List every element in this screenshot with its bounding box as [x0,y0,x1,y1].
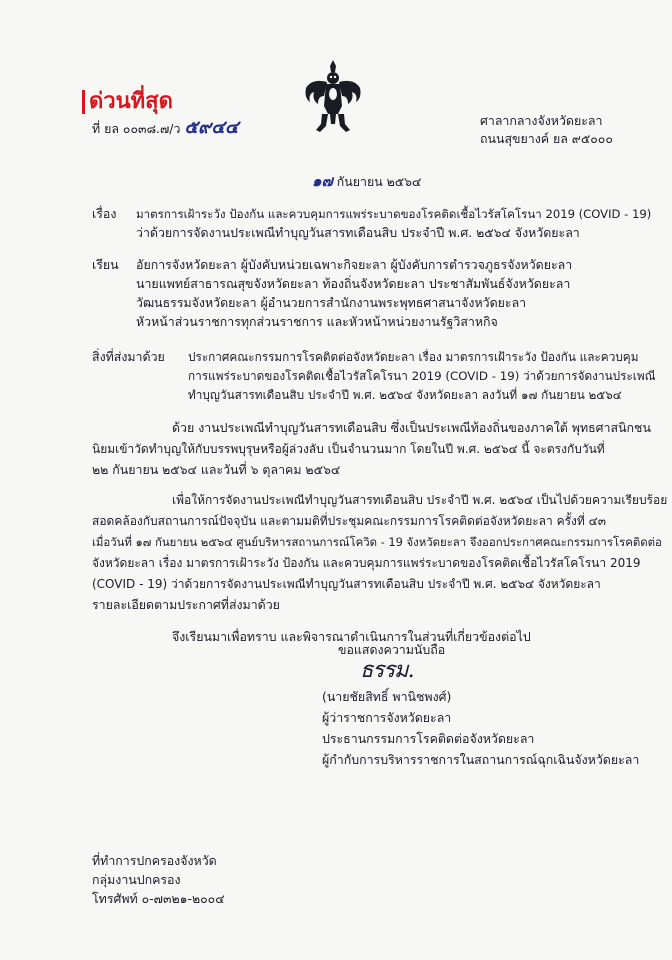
subject-line-1: มาตรการเฝ้าระวัง ป้องกัน และควบคุมการแพร่ระบาดของโรคติดเชื้อไวรัสโคโรนา 2019 (COVID - 19) [136,207,652,221]
signer-title-1: ผู้ว่าราชการจังหวัดยะลา [322,710,452,725]
signature: ธรรม. [360,658,414,683]
urgent-stamp: ด่วนที่สุด [82,90,173,114]
footer-division: กลุ่มงานปกครอง [92,872,181,887]
closing-regards: ขอแสดงความนับถือ [338,642,446,657]
body-paragraph-1-line: ด้วย งานประเพณีทำบุญวันสารทเดือนสิบ ซึ่งเป็นประเพณีท้องถิ่นของภาคใต้ พุทธศาสนิกชน [172,420,651,435]
body-paragraph-2-line: สอดคล้องกับสถานการณ์ปัจจุบัน และตามมติที่ประชุมคณะกรรมการโรคติดต่อจังหวัดยะลา ครั้งที่ ๔๓ [92,514,606,528]
subject-label: เรื่อง [92,206,117,221]
sender-address-line-1: ศาลากลางจังหวัดยะลา [480,113,603,128]
document-number [92,117,239,138]
footer-office: ที่ทำการปกครองจังหวัด [92,853,217,868]
signer-title-3: ผู้กำกับการบริหารราชการในสถานการณ์ฉุกเฉินจังหวัดยะลา [322,752,640,767]
enclosure-label: สิ่งที่ส่งมาด้วย [92,349,165,364]
body-paragraph-2-line: รายละเอียดตามประกาศที่ส่งมาด้วย [92,597,280,612]
garuda-emblem-icon [302,58,364,136]
signer-name: (นายชัยสิทธิ์ พานิชพงศ์) [322,689,452,704]
recipient-line: หัวหน้าส่วนราชการทุกส่วนราชการ และหัวหน้าหน่วยงานรัฐวิสาหกิจ [136,314,498,329]
body-paragraph-1-line: ๒๒ กันยายน ๒๕๖๔ และวันที่ ๖ ตุลาคม ๒๕๖๔ [92,462,341,477]
body-paragraph-2-line: จังหวัดยะลา เรื่อง มาตรการเฝ้าระวัง ป้องกัน และควบคุมการแพร่ระบาดของโรคติดเชื้อไวรัสโคโรนา 2019 [92,556,641,570]
letter-date [312,173,421,190]
body-paragraph-3: จึงเรียนมาเพื่อทราบ และพิจารณาดำเนินการในส่วนที่เกี่ยวข้องต่อไป [172,629,531,644]
sender-address-line-2: ถนนสุขยางค์ ยล ๙๕๐๐๐ [480,131,613,146]
enclosure-line: ทำบุญวันสารทเดือนสิบ ประจำปี พ.ศ. ๒๕๖๔ จังหวัดยะลา ลงวันที่ ๑๗ กันยายน ๒๕๖๔ [188,388,622,402]
recipients-label: เรียน [92,257,119,272]
enclosure-line: ประกาศคณะกรรมการโรคติดต่อจังหวัดยะลา เรื่อง มาตรการเฝ้าระวัง ป้องกัน และควบคุม [188,350,639,364]
enclosure-line: การแพร่ระบาดของโรคติดเชื้อไวรัสโคโรนา 2019 (COVID - 19) ว่าด้วยการจัดงานประเพณี [188,369,656,383]
recipient-line: อัยการจังหวัดยะลา ผู้บังคับหน่วยเฉพาะกิจยะลา ผู้บังคับการตำรวจภูธรจังหวัดยะลา [136,257,573,272]
recipient-line: วัฒนธรรมจังหวัดยะลา ผู้อำนวยการสำนักงานพระพุทธศาสนาจังหวัดยะลา [136,295,527,310]
body-paragraph-2-line: (COVID - 19) ว่าด้วยการจัดงานประเพณีทำบุญวันสารทเดือนสิบ ประจำปี พ.ศ. ๒๕๖๔ จังหวัดยะลา [92,577,601,591]
signer-title-2: ประธานกรรมการโรคติดต่อจังหวัดยะลา [322,731,535,746]
recipient-line: นายแพทย์สาธารณสุขจังหวัดยะลา ท้องถิ่นจังหวัดยะลา ประชาสัมพันธ์จังหวัดยะลา [136,276,571,291]
document-number-prefix: ที่ ยล ๐๐๓๘.๗/ว [92,121,181,136]
footer-phone: โทรศัพท์ ๐-๗๓๒๑-๒๐๐๔ [92,891,225,906]
document-number-handwritten: ๕๙๔๔ [184,117,239,138]
body-paragraph-2-line: เมื่อวันที่ ๑๗ กันยายน ๒๕๖๔ ศูนย์บริหารสถานการณ์โควิด - 19 จังหวัดยะลา จึงออกประกาศคณะกรรมการโรคติดต่อ [92,535,662,549]
date-day-handwritten: ๑๗ [312,172,333,190]
subject-line-2: ว่าด้วยการจัดงานประเพณีทำบุญวันสารทเดือนสิบ ประจำปี พ.ศ. ๒๕๖๔ จังหวัดยะลา [136,225,580,240]
body-paragraph-1-line: นิยมเข้าวัดทำบุญให้กับบรรพบุรุษหรือผู้ล่วงลับ เป็นจำนวนมาก โดยในปี พ.ศ. ๒๕๖๔ นี้ จะตรงกับวันที่ [92,442,605,456]
date-month-year: กันยายน ๒๕๖๔ [336,174,422,189]
body-paragraph-2-line: เพื่อให้การจัดงานประเพณีทำบุญวันสารทเดือนสิบ ประจำปี พ.ศ. ๒๕๖๔ เป็นไปด้วยความเรียบร้อย [172,493,668,507]
